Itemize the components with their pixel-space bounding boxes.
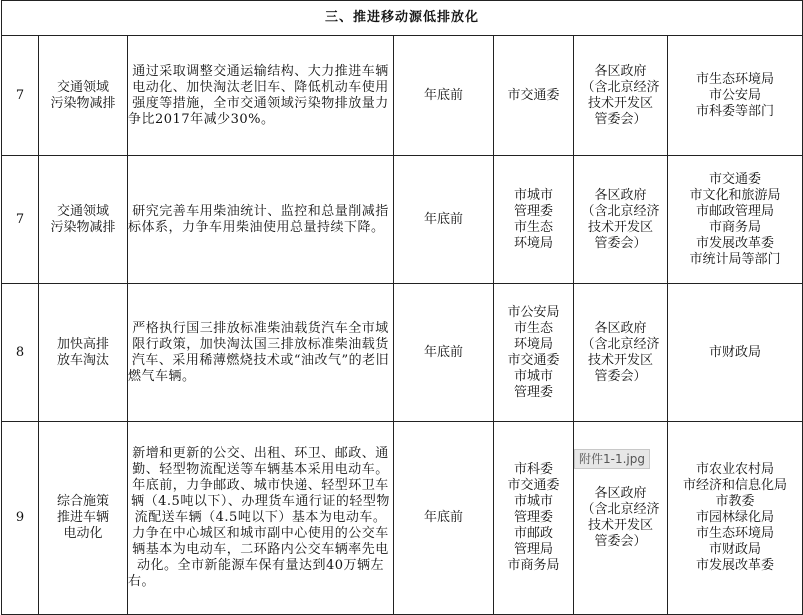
deadline: 年底前 (394, 422, 494, 615)
table-row (2, 36, 803, 156)
district-unit: 各区政府 （含北京经济 技术开发区 管委会） (574, 284, 668, 422)
table-row (2, 284, 803, 422)
row-number: 9 (2, 422, 39, 615)
task-name: 加快高排 放车淘汰 (39, 284, 128, 422)
measure-text: 严格执行国三排放标准柴油载货汽车全市域限行政策，加快淘汰国三排放标准柴油载货汽车、采用稀薄燃烧技术或“油改气”的老旧燃气车辆。 (128, 284, 394, 422)
table-row (2, 422, 803, 615)
row-number: 8 (2, 284, 39, 422)
row-number: 7 (2, 156, 39, 284)
coop-unit: 市生态环境局 市公安局 市科委等部门 (668, 36, 803, 156)
policy-table (1, 0, 803, 615)
coop-unit: 市交通委 市文化和旅游局 市邮政管理局 市商务局 市发展改革委 市统计局等部门 (668, 156, 803, 284)
lead-unit: 市城市 管理委 市生态 环境局 (494, 156, 574, 284)
coop-unit: 市农业农村局 市经济和信息化局 市教委 市园林绿化局 市生态环境局 市财政局 市发展改革委 (668, 422, 803, 615)
measure-text: 新增和更新的公交、出租、环卫、邮政、通勤、轻型物流配送等车辆基本采用电动车。年底前，力争邮政、城市快递、轻型环卫车辆（4.5吨以下）、办理货车通行证的轻型物流配送车辆（4.5吨以下）基本为电动车。力争在中心城区和城市副中心使用的公交车辆基本为电动车，二环路内公交车辆率先电动化。全市新能源车保有量达到40万辆左右。 (128, 422, 394, 615)
deadline: 年底前 (394, 156, 494, 284)
task-name: 综合施策 推进车辆 电动化 (39, 422, 128, 615)
section-title: 三、推进移动源低排放化 (2, 1, 803, 36)
table-row (2, 156, 803, 284)
measure-text: 研究完善车用柴油统计、监控和总量削减指标体系，力争车用柴油使用总量持续下降。 (128, 156, 394, 284)
district-unit: 各区政府 （含北京经济 技术开发区 管委会） (574, 422, 668, 615)
deadline: 年底前 (394, 284, 494, 422)
coop-unit: 市财政局 (668, 284, 803, 422)
section-header-row (2, 1, 803, 36)
district-unit: 各区政府 （含北京经济 技术开发区 管委会） (574, 156, 668, 284)
row-number: 7 (2, 36, 39, 156)
lead-unit: 市交通委 (494, 36, 574, 156)
deadline: 年底前 (394, 36, 494, 156)
district-unit: 各区政府 （含北京经济 技术开发区 管委会） (574, 36, 668, 156)
lead-unit: 市公安局 市生态 环境局 市交通委 市城市 管理委 (494, 284, 574, 422)
lead-unit: 市科委 市交通委 市城市 管理委 市邮政 管理局 市商务局 (494, 422, 574, 615)
task-name: 交通领域 污染物减排 (39, 36, 128, 156)
measure-text: 通过采取调整交通运输结构、大力推进车辆电动化、加快淘汰老旧车、降低机动车使用强度等措施，全市交通领域污染物排放量力争比2017年减少30%。 (128, 36, 394, 156)
task-name: 交通领域 污染物减排 (39, 156, 128, 284)
filename-watermark: 附件1-1.jpg (574, 449, 650, 469)
